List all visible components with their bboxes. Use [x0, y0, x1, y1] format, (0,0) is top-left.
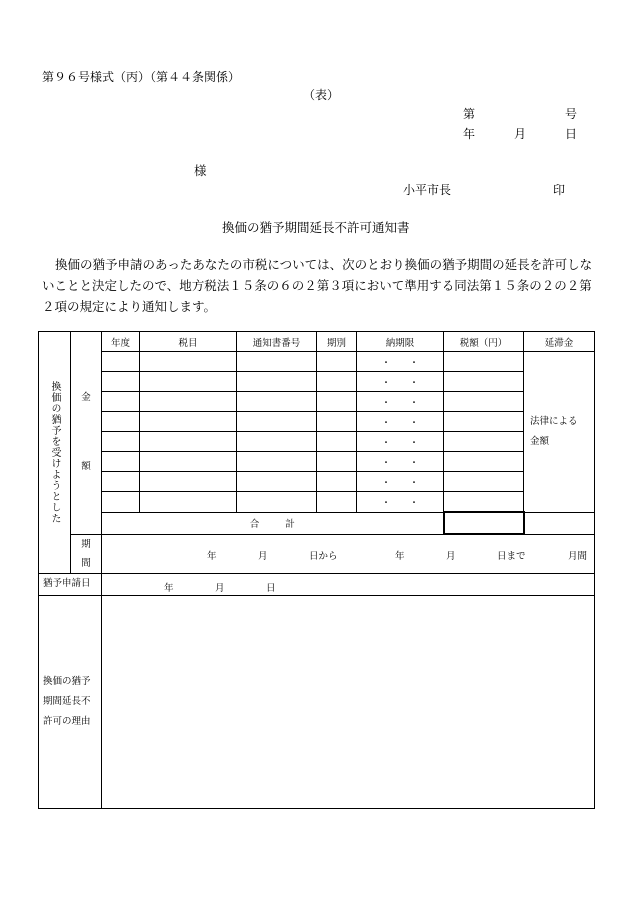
document-title: 換価の猶予期間延長不許可通知書 [222, 220, 410, 235]
cell-tax-amount[interactable] [444, 352, 524, 372]
date-month: 月 [514, 127, 527, 141]
period-label: 期 間 [71, 534, 102, 573]
cell-notice-number[interactable] [237, 452, 317, 472]
form-number: 第９６号様式（丙）（第４４条関係） [42, 70, 241, 84]
cell-due-date[interactable]: ・ ・ [357, 372, 444, 392]
date-day: 日 [565, 127, 578, 141]
application-date-value[interactable]: 年 月 日 [102, 573, 595, 595]
cell-period[interactable] [317, 412, 357, 432]
cell-due-date[interactable]: ・ ・ [357, 472, 444, 492]
cell-due-date[interactable]: ・ ・ [357, 392, 444, 412]
cell-notice-number[interactable] [237, 492, 317, 513]
cell-year[interactable] [102, 372, 140, 392]
cell-tax-amount[interactable] [444, 472, 524, 492]
cell-tax-item[interactable] [140, 432, 237, 452]
issuer-mayor: 小平市長 [403, 183, 452, 197]
total-label: 合 計 [102, 512, 444, 534]
application-date-label: 猶予申請日 [39, 573, 102, 595]
body-line-2: いことと決定したので、地方税法１５条の６の２第３項において準用する同法第１５条の２の２第 [42, 278, 592, 293]
total-late-fee-cell [524, 512, 595, 534]
cell-notice-number[interactable] [237, 472, 317, 492]
cell-period[interactable] [317, 472, 357, 492]
cell-period[interactable] [317, 372, 357, 392]
recipient-honorific: 様 [194, 163, 207, 178]
cell-tax-item[interactable] [140, 452, 237, 472]
cell-period[interactable] [317, 392, 357, 412]
cell-period[interactable] [317, 352, 357, 372]
seal-mark: 印 [553, 183, 566, 197]
col-header-tax-item: 税目 [140, 332, 237, 352]
cell-tax-amount[interactable] [444, 372, 524, 392]
cell-tax-amount[interactable] [444, 432, 524, 452]
col-header-due-date: 納期限 [357, 332, 444, 352]
side-label: （表） [303, 88, 340, 102]
cell-tax-item[interactable] [140, 492, 237, 513]
cell-year[interactable] [102, 452, 140, 472]
cell-notice-number[interactable] [237, 352, 317, 372]
cell-due-date[interactable]: ・ ・ [357, 412, 444, 432]
cell-year[interactable] [102, 392, 140, 412]
cell-year[interactable] [102, 432, 140, 452]
cell-year[interactable] [102, 352, 140, 372]
cell-year[interactable] [102, 492, 140, 513]
cell-period[interactable] [317, 432, 357, 452]
cell-due-date[interactable]: ・ ・ [357, 432, 444, 452]
cell-notice-number[interactable] [237, 372, 317, 392]
amount-label: 金 額 [71, 332, 102, 535]
reason-label: 換価の猶予 期間延長不 許可の理由 [39, 595, 102, 808]
cell-due-date[interactable]: ・ ・ [357, 452, 444, 472]
tax-table [38, 331, 595, 809]
col-header-tax-amount: 税額（円） [444, 332, 524, 352]
late-fee-cell: 法律による 金額 [524, 352, 595, 513]
doc-number-prefix: 第 [463, 107, 476, 121]
cell-period[interactable] [317, 452, 357, 472]
cell-due-date[interactable]: ・ ・ [357, 492, 444, 513]
cell-tax-item[interactable] [140, 412, 237, 432]
col-header-notice-number: 通知書番号 [237, 332, 317, 352]
total-amount-cell[interactable] [444, 512, 524, 534]
body-line-3: ２項の規定により通知します。 [42, 299, 217, 314]
cell-tax-item[interactable] [140, 372, 237, 392]
period-value[interactable]: 年 月 日から 年 月 日まで 月間 [102, 534, 595, 573]
cell-tax-amount[interactable] [444, 452, 524, 472]
col-header-period: 期別 [317, 332, 357, 352]
col-header-year: 年度 [102, 332, 140, 352]
cell-notice-number[interactable] [237, 412, 317, 432]
cell-period[interactable] [317, 492, 357, 513]
cell-tax-amount[interactable] [444, 492, 524, 513]
cell-due-date[interactable]: ・ ・ [357, 352, 444, 372]
col-header-late-fee: 延滞金 [524, 332, 595, 352]
body-line-1: 換価の猶予申請のあったあなたの市税については、次のとおり換価の猶予期間の延長を許可しな [55, 257, 593, 272]
cell-tax-item[interactable] [140, 472, 237, 492]
reason-value[interactable] [102, 595, 595, 808]
cell-notice-number[interactable] [237, 432, 317, 452]
cell-tax-item[interactable] [140, 352, 237, 372]
cell-tax-amount[interactable] [444, 412, 524, 432]
cell-tax-item[interactable] [140, 392, 237, 412]
body-text [42, 254, 592, 317]
row-label-main: 換価の猶予を受けようとした [39, 332, 71, 574]
cell-year[interactable] [102, 412, 140, 432]
cell-year[interactable] [102, 472, 140, 492]
date-year: 年 [463, 127, 476, 141]
cell-tax-amount[interactable] [444, 392, 524, 412]
cell-notice-number[interactable] [237, 392, 317, 412]
doc-number-suffix: 号 [565, 107, 578, 121]
